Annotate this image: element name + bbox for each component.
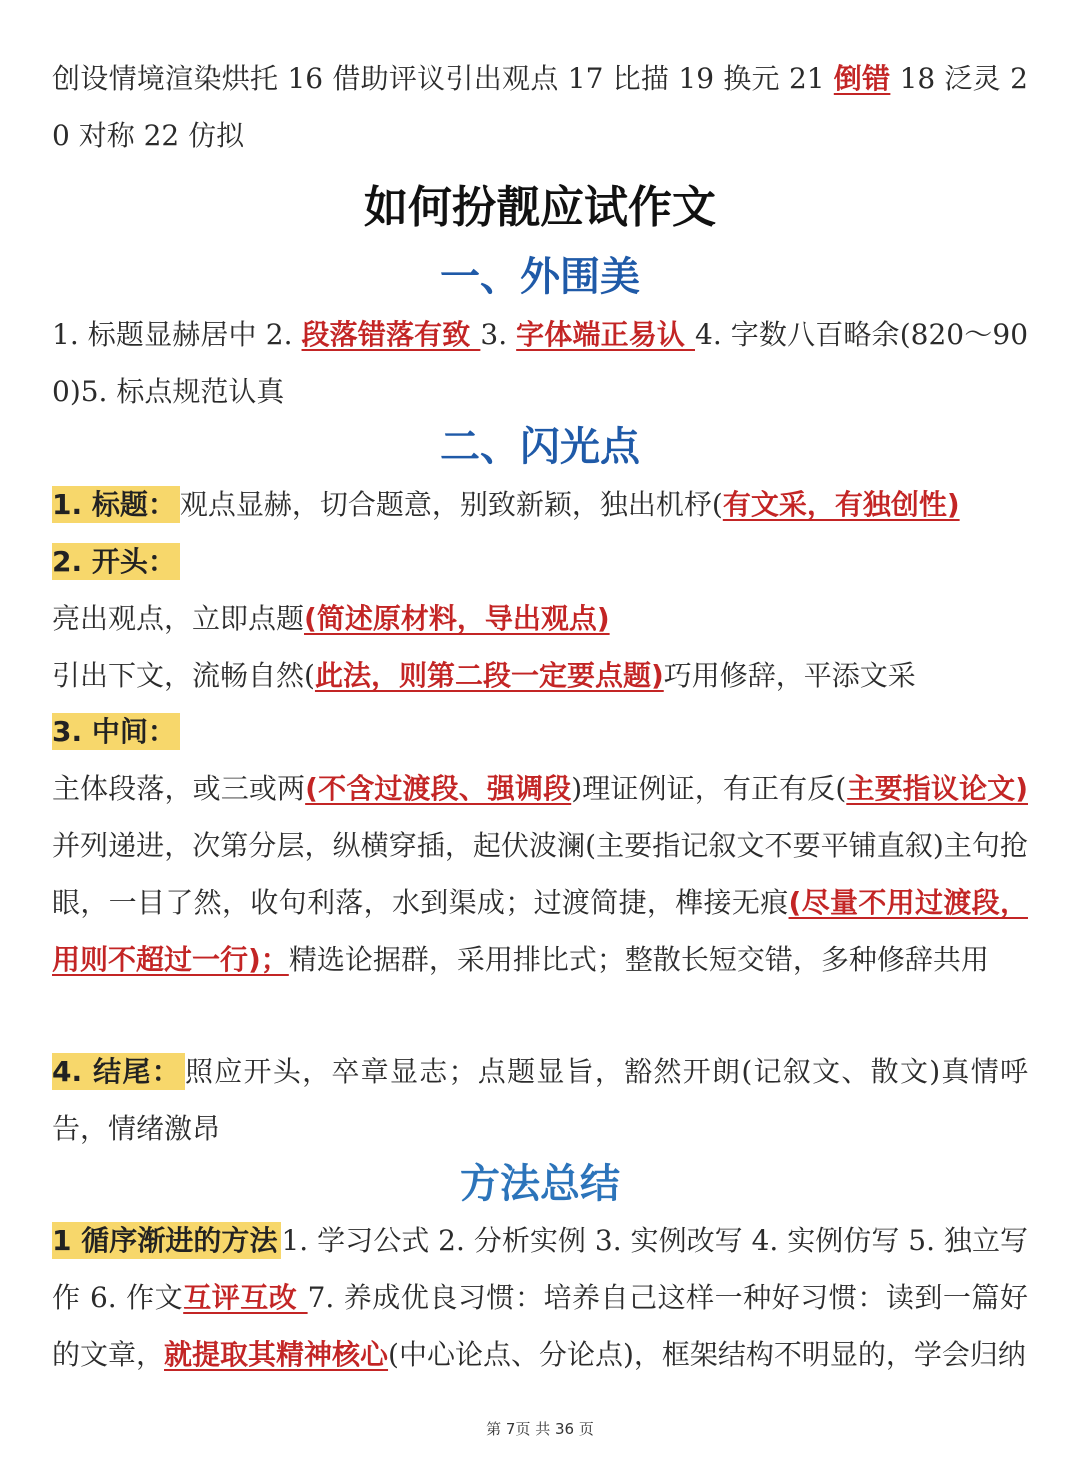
s2-mid-paragraph	[52, 760, 1028, 988]
s2-title-paragraph	[52, 476, 1028, 533]
s2-mid-c: 并列递进，次第分层，纵横穿插，起伏波澜(主要指记叙文不要平铺直叙)主句抢眼，一目了然，收句利落，水到渠成；过渡简捷，榫接无痕	[52, 829, 1028, 919]
method-heading: 方法总结	[460, 1161, 620, 1207]
s2-mid-label: 3. 中间：	[52, 713, 180, 750]
method-text-a: 1. 学习公式 2. 分析实例 3. 实例改写 4. 实例仿写 5. 独立写作 6. 作文	[52, 1224, 1028, 1314]
s2-open-l2-tail: 巧用修辞，平添文采	[663, 659, 916, 692]
s1-text-1: 1. 标题显赫居中 2.	[52, 318, 302, 351]
s2-open-line1	[52, 590, 1028, 647]
s2-open-label-line	[52, 533, 1028, 590]
s2-mid-b: )理证例证，有正有反(	[571, 772, 847, 805]
s2-mid-label-line	[52, 703, 1028, 760]
s2-open-l2-text: 引出下文，流畅自然(	[52, 659, 315, 692]
section2-heading: 二、闪光点	[440, 424, 640, 470]
s2-title-mark: 有文采，有独创性)	[722, 488, 960, 521]
s2-open-l1-text: 亮出观点，立即点题	[52, 602, 305, 635]
s2-open-l1-mark: (简述原材料，导出观点)	[304, 602, 610, 635]
method-label: 1 循序渐进的方法	[52, 1222, 281, 1259]
s2-end-label: 4. 结尾：	[52, 1053, 185, 1090]
s1-mark-paragraph: 段落错落有致	[301, 318, 481, 351]
method-text-c: (中心论点、分论点)，框架结构不明显的，学会归纳	[388, 1338, 1026, 1371]
intro-mark-daocuo: 倒错	[833, 62, 891, 95]
s2-mid-a: 主体段落，或三或两	[52, 772, 306, 805]
intro-paragraph	[52, 50, 1028, 164]
s2-open-line2	[52, 647, 1028, 704]
method-mark-1: 互评互改	[183, 1281, 308, 1314]
s2-title-text: 观点显赫，切合题意，别致新颖，独出机杼(	[179, 488, 723, 521]
s2-mid-mark-1: (不含过渡段、强调段	[305, 772, 572, 805]
page-number-footer: 第 7页 共 36 页	[486, 1420, 594, 1438]
intro-text-b: 18 泛灵 20 对称 22 仿拟	[52, 62, 1028, 152]
s1-mark-font: 字体端正易认	[516, 318, 695, 351]
section1-heading: 一、外围美	[440, 254, 640, 300]
s2-mid-d: 精选论据群，采用排比式；整散长短交错，多种修辞共用	[288, 943, 989, 976]
s2-open-label: 2. 开头：	[52, 543, 180, 580]
s2-open-l2-mark: 此法，则第二段一定要点题)	[314, 659, 664, 692]
s2-end-text: 照应开头，卒章显志；点题显旨，豁然开朗(记叙文、散文)真情呼告，情绪激昂	[52, 1055, 1028, 1145]
s1-text-3: 4. 字数八百略余(820～900)5. 标点规范认真	[52, 318, 1029, 408]
method-mark-2: 就提取其精神核心	[164, 1338, 389, 1371]
s2-mid-mark-2: 主要指议论文)	[846, 772, 1028, 805]
section1-paragraph	[52, 306, 1028, 420]
s1-text-2: 3.	[480, 318, 517, 351]
intro-text-a: 创设情境渲染烘托 16 借助评议引出观点 17 比描 19 换元 21	[52, 62, 834, 95]
s2-end-paragraph	[52, 1043, 1028, 1157]
method-text-b: 7. 养成优良习惯：培养自己这样一种好习惯：读到一篇好的文章，	[52, 1281, 1028, 1371]
s2-title-label: 1. 标题：	[52, 486, 180, 523]
main-title: 如何扮靓应试作文	[364, 182, 716, 233]
method-paragraph	[52, 1212, 1028, 1383]
s2-mid-mark-3: (尽量不用过渡段，用则不超过一行)；	[52, 886, 1028, 976]
